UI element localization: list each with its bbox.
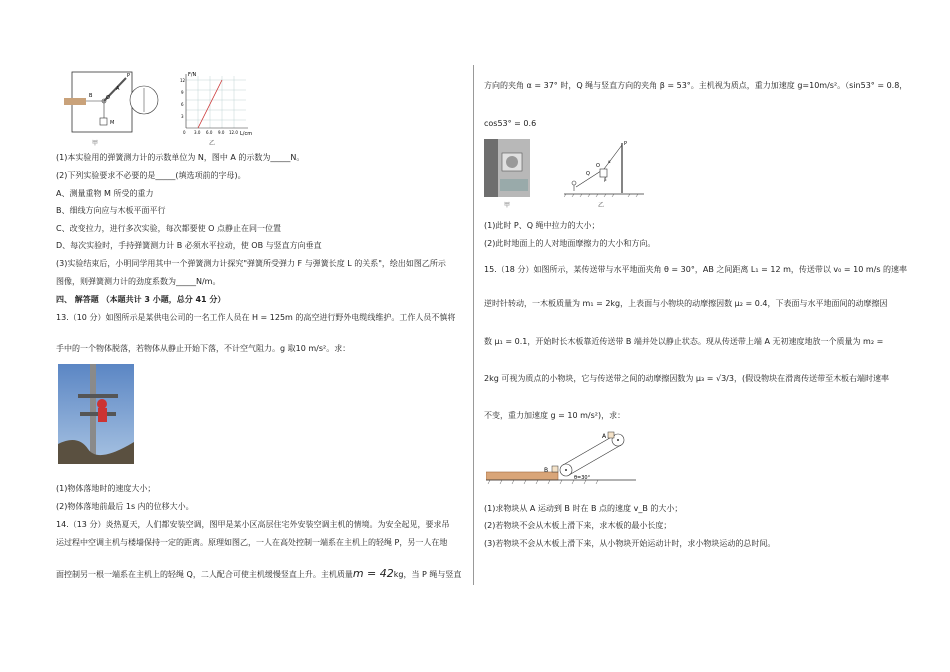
q15-line4: 2kg 可视为质点的小物块，它与传送带之间的动摩擦因数为 μ₃ = √3/3，(假设物块在滑离传送带至木板右端时速率 [484,374,890,383]
fig14-caption-b: 乙 [598,202,605,209]
q13-line1: 13.（10 分）如图所示是某供电公司的一名工作人员在 H = 125m 的高空进行野外电缆线维护。工作人员不慎将 [56,313,456,322]
utility-worker-photo [58,364,134,464]
ytick: 3 [181,114,184,119]
label-A: A [602,433,607,440]
ytick: 12 [180,78,186,83]
q15-line1: 15.（18 分）如图所示，某传送带与水平地面夹角 θ = 30°，AB 之间距离 L₁ = 12 m，传送带以 v₀ = 10 m/s 的速率 [484,265,908,274]
ac-unit-photo [484,139,530,197]
label-O: O [106,95,110,101]
fig14-caption-a: 甲 [504,202,511,209]
conveyor-belt-diagram [486,430,636,488]
q15-line2: 逆时针转动，一木板质量为 m₁ = 2kg，上表面与小物块的动摩擦因数 μ₂ = 0.4，下表面与水平地面间的动摩擦因 [484,299,888,308]
label-M: M [110,120,115,126]
right-column [484,0,908,672]
q14-line2: 运过程中空调主机与楼墙保持一定的距离。原理如图乙，一人在高处控制一端系在主机上的轻绳 P，另一人在地 [56,538,448,547]
q12-option-a: A、测量重物 M 所受的重力 [56,189,154,198]
q13-line2: 手中的一个物体脱落，若物体从静止开始下落，不计空气阻力。g 取10 m/s²。求： [56,344,351,353]
q12-part2: (2)下列实验要求不必要的是_____(填选项前的字母)。 [56,171,246,180]
xtick: 9.0 [218,130,225,135]
q12-option-d: D、每次实验时，手持弹簧测力计 B 必须水平拉动，使 OB 与竖直方向垂直 [56,241,322,250]
q14-line5: cos53° = 0.6 [484,119,537,128]
ac-lifting-diagram [564,139,644,199]
q15-line5: 不变，重力加速度 g = 10 m/s²)，求： [484,411,626,420]
xtick: 3.0 [194,130,201,135]
ytick: 9 [181,90,184,95]
q14-part2: (2)此时地面上的人对地面摩擦力的大小和方向。 [484,239,656,248]
section-four-heading: 四、 解答题 （本题共计 3 小题，总分 41 分） [56,295,226,304]
xtick: 12.0 [229,130,238,135]
ytick: 6 [181,102,184,107]
q13-part1: (1)物体落地时的速度大小； [56,484,156,493]
q15-part2: (2)若物块不会从木板上滑下来，求木板的最小长度； [484,521,672,530]
q12-part3-line2: 图像，则弹簧测力计的劲度系数为_____N/m。 [56,277,221,286]
label-P: P [127,73,131,79]
label-alpha: α [608,159,611,164]
q14-line3 [56,568,461,580]
hand-icon [64,98,86,105]
q13-part2: (2)物体落地前最后 1s 内的位移大小。 [56,502,194,511]
label-theta: θ=30° [574,475,591,481]
force-length-graph [174,70,254,136]
left-column [56,0,466,672]
figure-caption-a: 甲 [92,140,99,147]
block [552,466,558,472]
label-Q: Q [586,171,590,177]
xtick: 6.0 [206,130,213,135]
column-divider [473,65,474,585]
q14-line3-tail: kg，当 P 绳与竖直 [393,570,462,579]
q15-line3: 数 μ₁ = 0.1，开始时长木板靠近传送带 B 端并处以静止状态。现从传送带上端 A 无初速度地放一个质量为 m₂ = [484,337,884,346]
label-B: B [89,93,93,99]
q15-part1: (1)求物块从 A 运动到 B 时在 B 点的速度 v_B 的大小； [484,504,683,513]
q12-option-c: C、改变拉力，进行多次实验，每次都要使 O 点静止在同一位置 [56,224,281,233]
q14-mass: m = 42 [352,567,394,580]
spring-balance-figure [64,70,164,138]
q14-part1: (1)此时 P、Q 绳中拉力的大小； [484,221,600,230]
label-O: O [596,163,600,169]
q14-line1: 14.（13 分）炎热夏天，人们都安装空调，图甲是某小区高层住宅外安装空调主机的情境。为安全起见，要求吊 [56,520,450,529]
q15-part3: (3)若物块不会从木板上滑下来，从小物块开始运动计时，求小物块运动的总时间。 [484,539,776,548]
q12-part3-line1: (3)实验结束后，小明同学用其中一个弹簧测力计探究"弹簧所受弹力 F 与弹簧长度 L 的关系"，绘出如图乙所示 [56,259,446,268]
figure-caption-b: 乙 [209,140,216,147]
xtick: 0 [183,130,186,135]
label-P: P [624,141,628,147]
block-top [608,432,614,438]
q14-line3-text: 面控制另一根一端系在主机上的轻绳 Q，二人配合可使主机缓慢竖直上升。主机质量 [56,570,353,579]
label-beta: β [604,177,607,182]
weight-M [100,118,107,125]
q12-option-b: B、细线方向应与木板平面平行 [56,206,166,215]
label-A: A [116,86,120,92]
graph-ylabel: F/N [188,72,197,78]
q12-part1: (1)本实验用的弹簧测力计的示数单位为 N，图中 A 的示数为_____N。 [56,153,305,162]
q14-line4: 方向的夹角 α = 37° 时，Q 绳与竖直方向的夹角 β = 53°。主机视为质点，重力加速度 g=10m/s²。（sin53° = 0.8， [484,81,908,90]
graph-xlabel: L/cm [240,131,253,136]
label-B: B [544,467,549,474]
